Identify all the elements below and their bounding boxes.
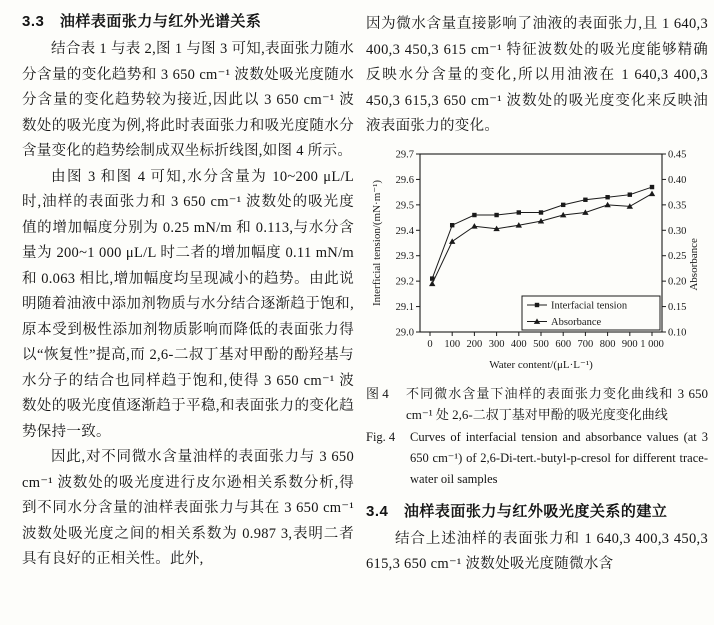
svg-text:500: 500 bbox=[533, 338, 549, 350]
section-3-4-heading: 3.4 油样表面张力与红外吸光度关系的建立 bbox=[366, 502, 668, 520]
series-absorbance bbox=[429, 190, 655, 286]
figure-4-chart-area bbox=[370, 146, 708, 379]
svg-text:29.3: 29.3 bbox=[395, 250, 414, 262]
svg-text:700: 700 bbox=[577, 338, 594, 350]
svg-text:0.15: 0.15 bbox=[668, 301, 687, 313]
left-paragraph-1: 结合表 1 与表 2,图 1 与图 3 可知,表面张力随水分含量的变化趋势和 3 650 cm⁻¹ 波数处吸光度随水分含量的变化趋势较为接近,因此以 3 650 cm⁻¹ 波数处的吸光度为例,将此时表面张力和吸光度随水分含量变化的趋势绘制成双坐标折线图,如图 4 所示。 bbox=[22, 41, 354, 159]
figure-4-caption-cn bbox=[366, 383, 708, 425]
legend-label: Interfacial tension bbox=[551, 300, 628, 311]
svg-text:Water content/(μL·L⁻¹): Water content/(μL·L⁻¹) bbox=[489, 358, 593, 371]
figure-4-caption-cn-label: 图 4 bbox=[366, 385, 389, 401]
svg-text:29.7: 29.7 bbox=[395, 149, 414, 160]
svg-text:29.0: 29.0 bbox=[395, 327, 414, 338]
svg-text:800: 800 bbox=[599, 338, 616, 350]
figure-4 bbox=[366, 146, 708, 490]
section-3-3-heading: 3.3 油样表面张力与红外光谱关系 bbox=[22, 13, 262, 30]
svg-text:300: 300 bbox=[488, 338, 505, 350]
svg-text:29.4: 29.4 bbox=[395, 225, 414, 237]
left-paragraph-3: 因此,对不同微水含量油样的表面张力与 3 650 cm⁻¹ 波数处的吸光度进行皮尔逊相关系数分析,得到不同水分含量的油样表面张力与其在 3 650 cm⁻¹ 波数处吸光度之间的相关系数为 0.987 3,表明二者具有良好的正相关性。此外, bbox=[22, 449, 354, 567]
series-interfacial-tension bbox=[430, 184, 654, 280]
svg-text:1 000: 1 000 bbox=[640, 338, 664, 350]
right-paragraph-1: 因为微水含量直接影响了油液的表面张力,且 1 640,3 400,3 450,3 615 cm⁻¹ 特征波数处的吸光度能够精确反映水分含量的变化,所以用油液在 1 640,3 400,3 450,3 615,3 650 cm⁻¹ 波数处的吸光度变化来反映油液表面张力的变化。 bbox=[366, 16, 708, 134]
svg-text:0.20: 0.20 bbox=[668, 276, 687, 288]
svg-text:0: 0 bbox=[427, 338, 433, 350]
figure-4-chart bbox=[370, 146, 704, 374]
svg-text:0.45: 0.45 bbox=[668, 149, 687, 160]
svg-text:0.40: 0.40 bbox=[668, 174, 687, 186]
svg-text:0.10: 0.10 bbox=[668, 327, 687, 338]
left-paragraph-2: 由图 3 和图 4 可知,水分含量为 10~200 μL/L 时,油样的表面张力和 3 650 cm⁻¹ 波数处的吸光度值的增加幅度分别为 0.25 mN/m 和 0.113,与水分含量为 200~1 000 μL/L 时二者的增加幅度 0.11 mN/m 和 0.063 相比,增加幅度均呈现减小的趋势。由此说明随着油液中添加剂物质与水分结合逐渐趋于饱和,原本受到极性添加剂物质影响而降低的表面张力得以“恢复性”提高,而 2,6-二叔丁基对甲酚的酚羟基与水分子的结合也同样趋于饱和,使得 3 650 cm⁻¹ 波数处的吸光度值逐渐趋于平稳,和表面张力的变化趋势保持一致。 bbox=[22, 168, 354, 440]
svg-text:200: 200 bbox=[466, 338, 483, 350]
svg-text:100: 100 bbox=[444, 338, 461, 350]
right-paragraph-2: 结合上述油样的表面张力和 1 640,3 400,3 450,3 615,3 650 cm⁻¹ 波数处吸光度随微水含 bbox=[366, 530, 708, 572]
figure-4-caption-en bbox=[366, 427, 708, 490]
svg-text:0.30: 0.30 bbox=[668, 225, 687, 237]
y-right-axis-label: Absorbance bbox=[688, 237, 700, 291]
figure-4-captions bbox=[366, 383, 708, 490]
legend-label: Absorbance bbox=[551, 316, 602, 328]
svg-text:0.35: 0.35 bbox=[668, 199, 687, 211]
svg-text:0.25: 0.25 bbox=[668, 250, 687, 262]
svg-text:29.1: 29.1 bbox=[395, 301, 414, 313]
svg-text:29.2: 29.2 bbox=[395, 276, 414, 288]
figure-4-caption-en-text: Curves of interfacial tension and absorbance values (at 3 650 cm⁻¹) of 2,6-Di-tert.-butyl-p-cresol for different trace-water oil samples bbox=[410, 429, 708, 486]
figure-4-caption-en-label: Fig. 4 bbox=[366, 429, 396, 444]
svg-text:29.6: 29.6 bbox=[395, 174, 414, 186]
svg-text:400: 400 bbox=[510, 338, 527, 350]
y-left-axis-label: Interficial tension/(mN·m⁻¹) bbox=[371, 179, 383, 306]
figure-4-caption-cn-text: 不同微水含量下油样的表面张力变化曲线和 3 650 cm⁻¹ 处 2,6-二叔丁基对甲酚的吸光度变化曲线 bbox=[406, 385, 708, 422]
svg-text:600: 600 bbox=[555, 338, 572, 350]
svg-text:900: 900 bbox=[621, 338, 638, 350]
left-column bbox=[22, 10, 354, 573]
svg-text:29.5: 29.5 bbox=[395, 199, 414, 211]
right-column bbox=[366, 12, 708, 578]
